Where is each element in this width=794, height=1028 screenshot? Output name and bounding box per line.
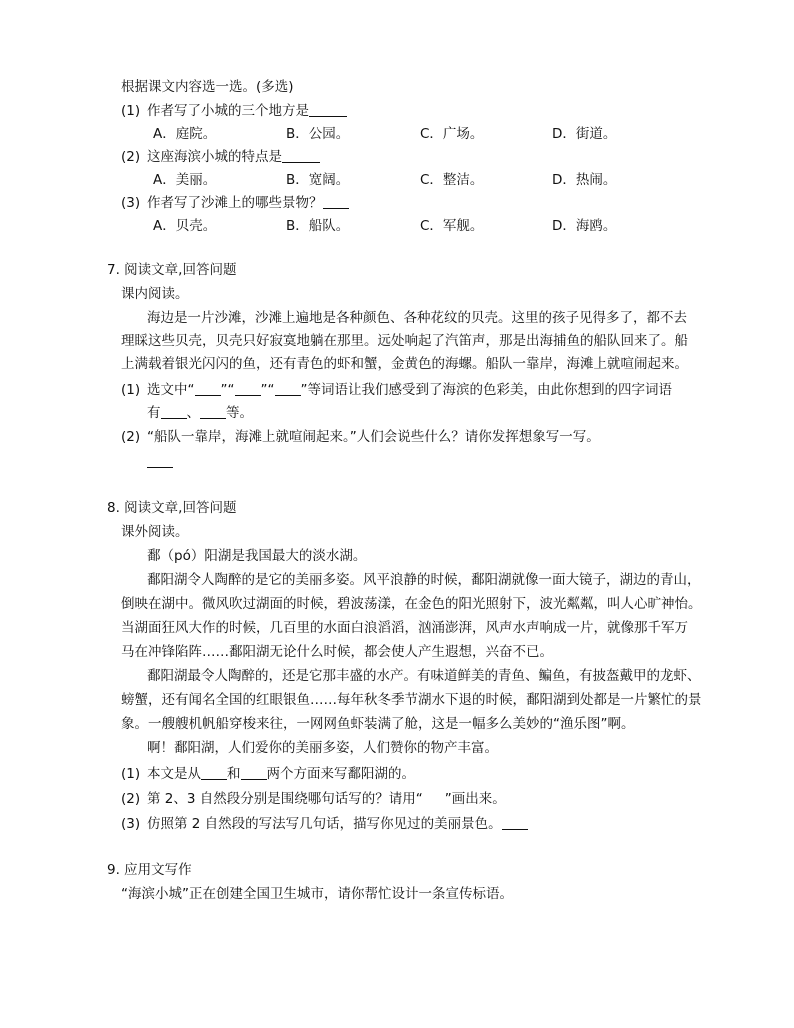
q7-heading: 7. 阅读文章,回答问题 <box>107 262 237 278</box>
q6-intro: 根据课文内容选一选。(多选) <box>121 79 294 95</box>
q8-heading: 8. 阅读文章,回答问题 <box>107 500 237 516</box>
q6-item2-label: 这座海滨小城的特点是 <box>147 149 282 165</box>
q6-item2-num: (2) <box>121 149 141 165</box>
q8-passage-line6: 鄱阳湖最令人陶醉的，还是它那丰盛的水产。有味道鲜美的青鱼、鳊鱼，有披盔戴甲的龙虾、 <box>147 668 701 684</box>
q7-passage-line1: 海边是一片沙滩，沙滩上遍地是各种颜色、各种花纹的贝壳。这里的孩子见得多了，都不去 <box>147 310 687 326</box>
answer-blank[interactable] <box>195 381 221 396</box>
answer-blank[interactable] <box>275 381 301 396</box>
q9-heading: 9. 应用文写作 <box>107 862 192 878</box>
q6-item1-num: (1) <box>121 103 141 119</box>
q8-passage-line8: 象。一艘艘机帆船穿梭来往，一网网鱼虾装满了舱，这是一幅多么美妙的“渔乐图”啊。 <box>121 716 635 732</box>
q8-q2-text <box>147 789 506 809</box>
answer-blank[interactable] <box>309 102 347 117</box>
q6-item3-label: 作者写了沙滩上的哪些景物？ <box>147 195 323 211</box>
q8-q3-label: 仿照第 2 自然段的写法写几句话，描写你见过的美丽景色。 <box>147 816 502 832</box>
q7-q1-part-c: ”“ <box>260 382 275 398</box>
q6-item1-text <box>147 101 347 121</box>
q7-q2-num: (2) <box>121 429 141 445</box>
q8-passage-line4: 当湖面狂风大作的时候，几百里的水面白浪滔滔，汹涌澎湃，风声水声响成一片，就像那千军万 <box>121 620 688 636</box>
q9-text: “海滨小城”正在创建全国卫生城市，请你帮忙设计一条宣传标语。 <box>121 886 513 902</box>
q8-passage-line9: 啊！鄱阳湖，人们爱你的美丽多姿，人们赞你的物产丰富。 <box>147 740 498 756</box>
q7-q1-part-f: 、 <box>186 405 200 421</box>
q8-q3-num: (3) <box>121 816 141 832</box>
q6-item2-option-c[interactable]: C．整洁。 <box>420 172 484 188</box>
q6-item1-option-a[interactable]: A．庭院。 <box>153 126 217 142</box>
q8-passage-line5: 马在冲锋陷阵……鄱阳湖无论什么时候，都会使人产生遐想，兴奋不已。 <box>121 644 553 660</box>
q6-item2-option-d[interactable]: D．热闹。 <box>552 172 617 188</box>
q8-q2-part-b: ”画出来。 <box>444 791 506 807</box>
q8-q2-part-a: 第 2、3 自然段分别是围绕哪句话写的？请用“ <box>147 791 423 807</box>
q6-item3-option-d[interactable]: D．海鸥。 <box>552 218 617 234</box>
q7-q1-continuation <box>147 403 253 423</box>
q6-item2-text <box>147 147 320 167</box>
q8-q2-num: (2) <box>121 791 141 807</box>
answer-blank[interactable] <box>502 815 528 830</box>
q8-q1-part-c: 两个方面来写鄱阳湖的。 <box>266 766 415 782</box>
q6-item1-option-c[interactable]: C．广场。 <box>420 126 484 142</box>
q7-q1-num: (1) <box>121 382 141 398</box>
q7-q1-part-e: 有 <box>147 405 161 421</box>
q6-item1-option-b[interactable]: B．公园。 <box>286 126 350 142</box>
q8-q1-num: (1) <box>121 766 141 782</box>
q8-q1-part-b: 和 <box>227 766 241 782</box>
q8-q1-part-a: 本文是从 <box>147 766 201 782</box>
answer-blank[interactable] <box>200 404 226 419</box>
q6-item1-label: 作者写了小城的三个地方是 <box>147 103 309 119</box>
q6-item3-option-b[interactable]: B．船队。 <box>286 218 350 234</box>
q8-passage-line2: 鄱阳湖令人陶醉的是它的美丽多姿。风平浪静的时候，鄱阳湖就像一面大镜子，湖边的青山， <box>147 572 701 588</box>
q7-q2-answer-line <box>147 452 173 472</box>
answer-blank[interactable] <box>235 381 261 396</box>
answer-blank[interactable] <box>161 404 187 419</box>
q6-item3-num: (3) <box>121 195 141 211</box>
q8-passage-line3: 倒映在湖中。微风吹过湖面的时候，碧波荡漾，在金色的阳光照射下，波光粼粼，叫人心旷神怡。 <box>121 596 702 612</box>
q7-q2-text: “船队一靠岸，海滩上就喧闹起来。”人们会说些什么？请你发挥想象写一写。 <box>147 429 600 445</box>
q7-q1-part-b: ”“ <box>220 382 235 398</box>
q8-q3-text <box>147 814 528 834</box>
q6-item3-option-c[interactable]: C．军舰。 <box>420 218 484 234</box>
q7-q1-text <box>147 380 672 400</box>
answer-blank[interactable] <box>323 194 349 209</box>
q7-q1-part-g: 等。 <box>226 405 253 421</box>
q7-sub: 课内阅读。 <box>121 286 189 302</box>
q6-item3-text <box>147 193 349 213</box>
q8-passage-line7: 螃蟹，还有闻名全国的红眼银鱼……每年秋冬季节湖水下退的时候，鄱阳湖到处都是一片繁忙的景 <box>121 692 702 708</box>
q7-q1-part-d: ”等词语让我们感受到了海滨的色彩美，由此你想到的四字词语 <box>300 382 672 398</box>
q6-item2-option-b[interactable]: B．宽阔。 <box>286 172 350 188</box>
answer-blank[interactable] <box>147 453 173 468</box>
answer-blank[interactable] <box>201 765 227 780</box>
q6-item1-option-d[interactable]: D．街道。 <box>552 126 617 142</box>
q8-sub: 课外阅读。 <box>121 524 189 540</box>
q8-q1-text <box>147 764 415 784</box>
answer-blank[interactable] <box>282 148 320 163</box>
q6-item2-option-a[interactable]: A．美丽。 <box>153 172 217 188</box>
q8-passage-line1: 鄱（pó）阳湖是我国最大的淡水湖。 <box>147 548 367 564</box>
q7-passage-line3: 上满载着银光闪闪的鱼，还有青色的虾和蟹，金黄色的海螺。船队一靠岸，海滩上就喧闹起来。 <box>121 356 688 372</box>
q7-passage-line2: 理睬这些贝壳，贝壳只好寂寞地躺在那里。远处响起了汽笛声，那是出海捕鱼的船队回来了。船 <box>121 333 688 349</box>
q6-item3-option-a[interactable]: A．贝壳。 <box>153 218 217 234</box>
q7-q1-part-a: 选文中“ <box>147 382 195 398</box>
answer-blank[interactable] <box>241 765 267 780</box>
